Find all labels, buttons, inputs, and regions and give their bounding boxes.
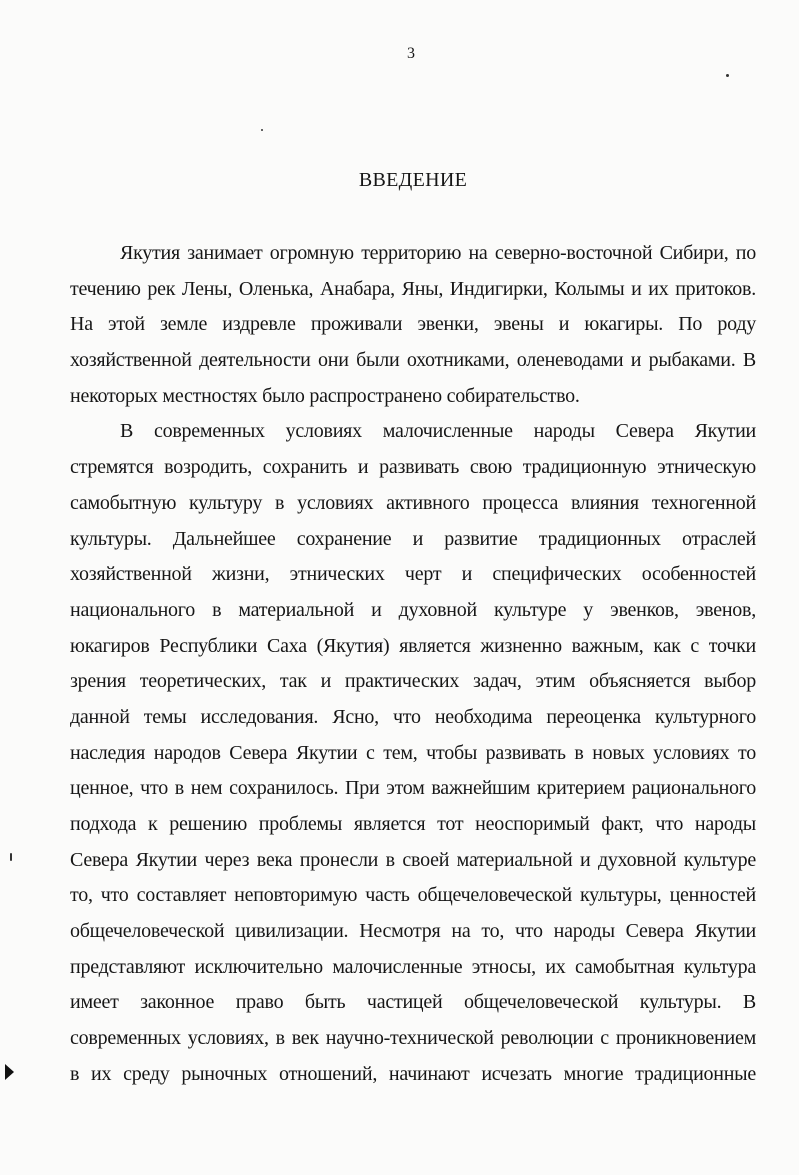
text-line: то, что составляет неповторимую часть общечеловеческой культуры, ценностей [70,884,756,907]
text-line: Якутия занимает огромную территорию на северно-восточной Сибири, по [120,242,756,264]
scan-margin-mark-icon [5,1064,14,1080]
text-line: наследия народов Севера Якутии с тем, чтобы развивать в новых условиях то [70,741,756,764]
text-line: общечеловеческой цивилизации. Несмотря на то, что народы Севера Якутии [70,920,756,943]
text-line: подхода к решению проблемы является тот неоспоримый факт, что народы [70,813,756,835]
scan-speck [10,853,12,861]
text-line: культуры. Дальнейшее сохранение и развитие традиционных отраслей [70,527,756,550]
paragraph-2 [70,416,756,1094]
text-line: некоторых местностях было распространено собирательство. [70,384,580,407]
text-line: В современных условиях малочисленные народы Севера Якутии [120,420,756,443]
text-line: представляют исключительно малочисленные этносы, их самобытная культура [70,955,756,978]
text-line: современных условиях, в век научно-технической революции с проникновением [70,1027,756,1050]
page-number: 3 [407,45,415,62]
text-line: Севера Якутии через века пронесли в своей материальной и духовной культуре [70,848,756,871]
text-line: стремятся возродить, сохранить и развивать свою традиционную этническую [70,456,756,479]
text-line: течению рек Лены, Оленька, Анабара, Яны, Индигирки, Колымы и их притоков. [70,277,756,300]
text-line: в их среду рыночных отношений, начинают исчезать многие традиционные [70,1062,756,1085]
text-line: хозяйственной деятельности они были охотниками, оленеводами и рыбаками. В [70,349,756,372]
text-line: самобытную культуру в условиях активного процесса влияния техногенной [70,491,756,514]
text-line: юкагиров Республики Саха (Якутия) является жизненно важным, как с точки [70,634,756,657]
text-line: имеет законное право быть частицей общечеловеческой культуры. В [70,991,756,1014]
text-line: хозяйственной жизни, этнических черт и специфических особенностей [70,563,756,586]
text-line: зрения теоретических, так и практических задач, этим объясняется выбор [70,670,756,693]
section-heading: ВВЕДЕНИЕ [358,169,468,191]
text-line: ценное, что в нем сохранилось. При этом важнейшим критерием рационального [70,777,756,800]
paragraph-1 [70,238,756,416]
document-body [70,238,756,1095]
scan-speck [261,129,263,131]
scan-speck [726,74,729,77]
text-line: данной темы исследования. Ясно, что необходима переоценка культурного [70,705,756,728]
text-line: На этой земле издревле проживали эвенки, эвены и юкагиры. По роду [70,313,756,336]
text-line: национального в материальной и духовной культуре у эвенков, эвенов, [70,598,756,621]
